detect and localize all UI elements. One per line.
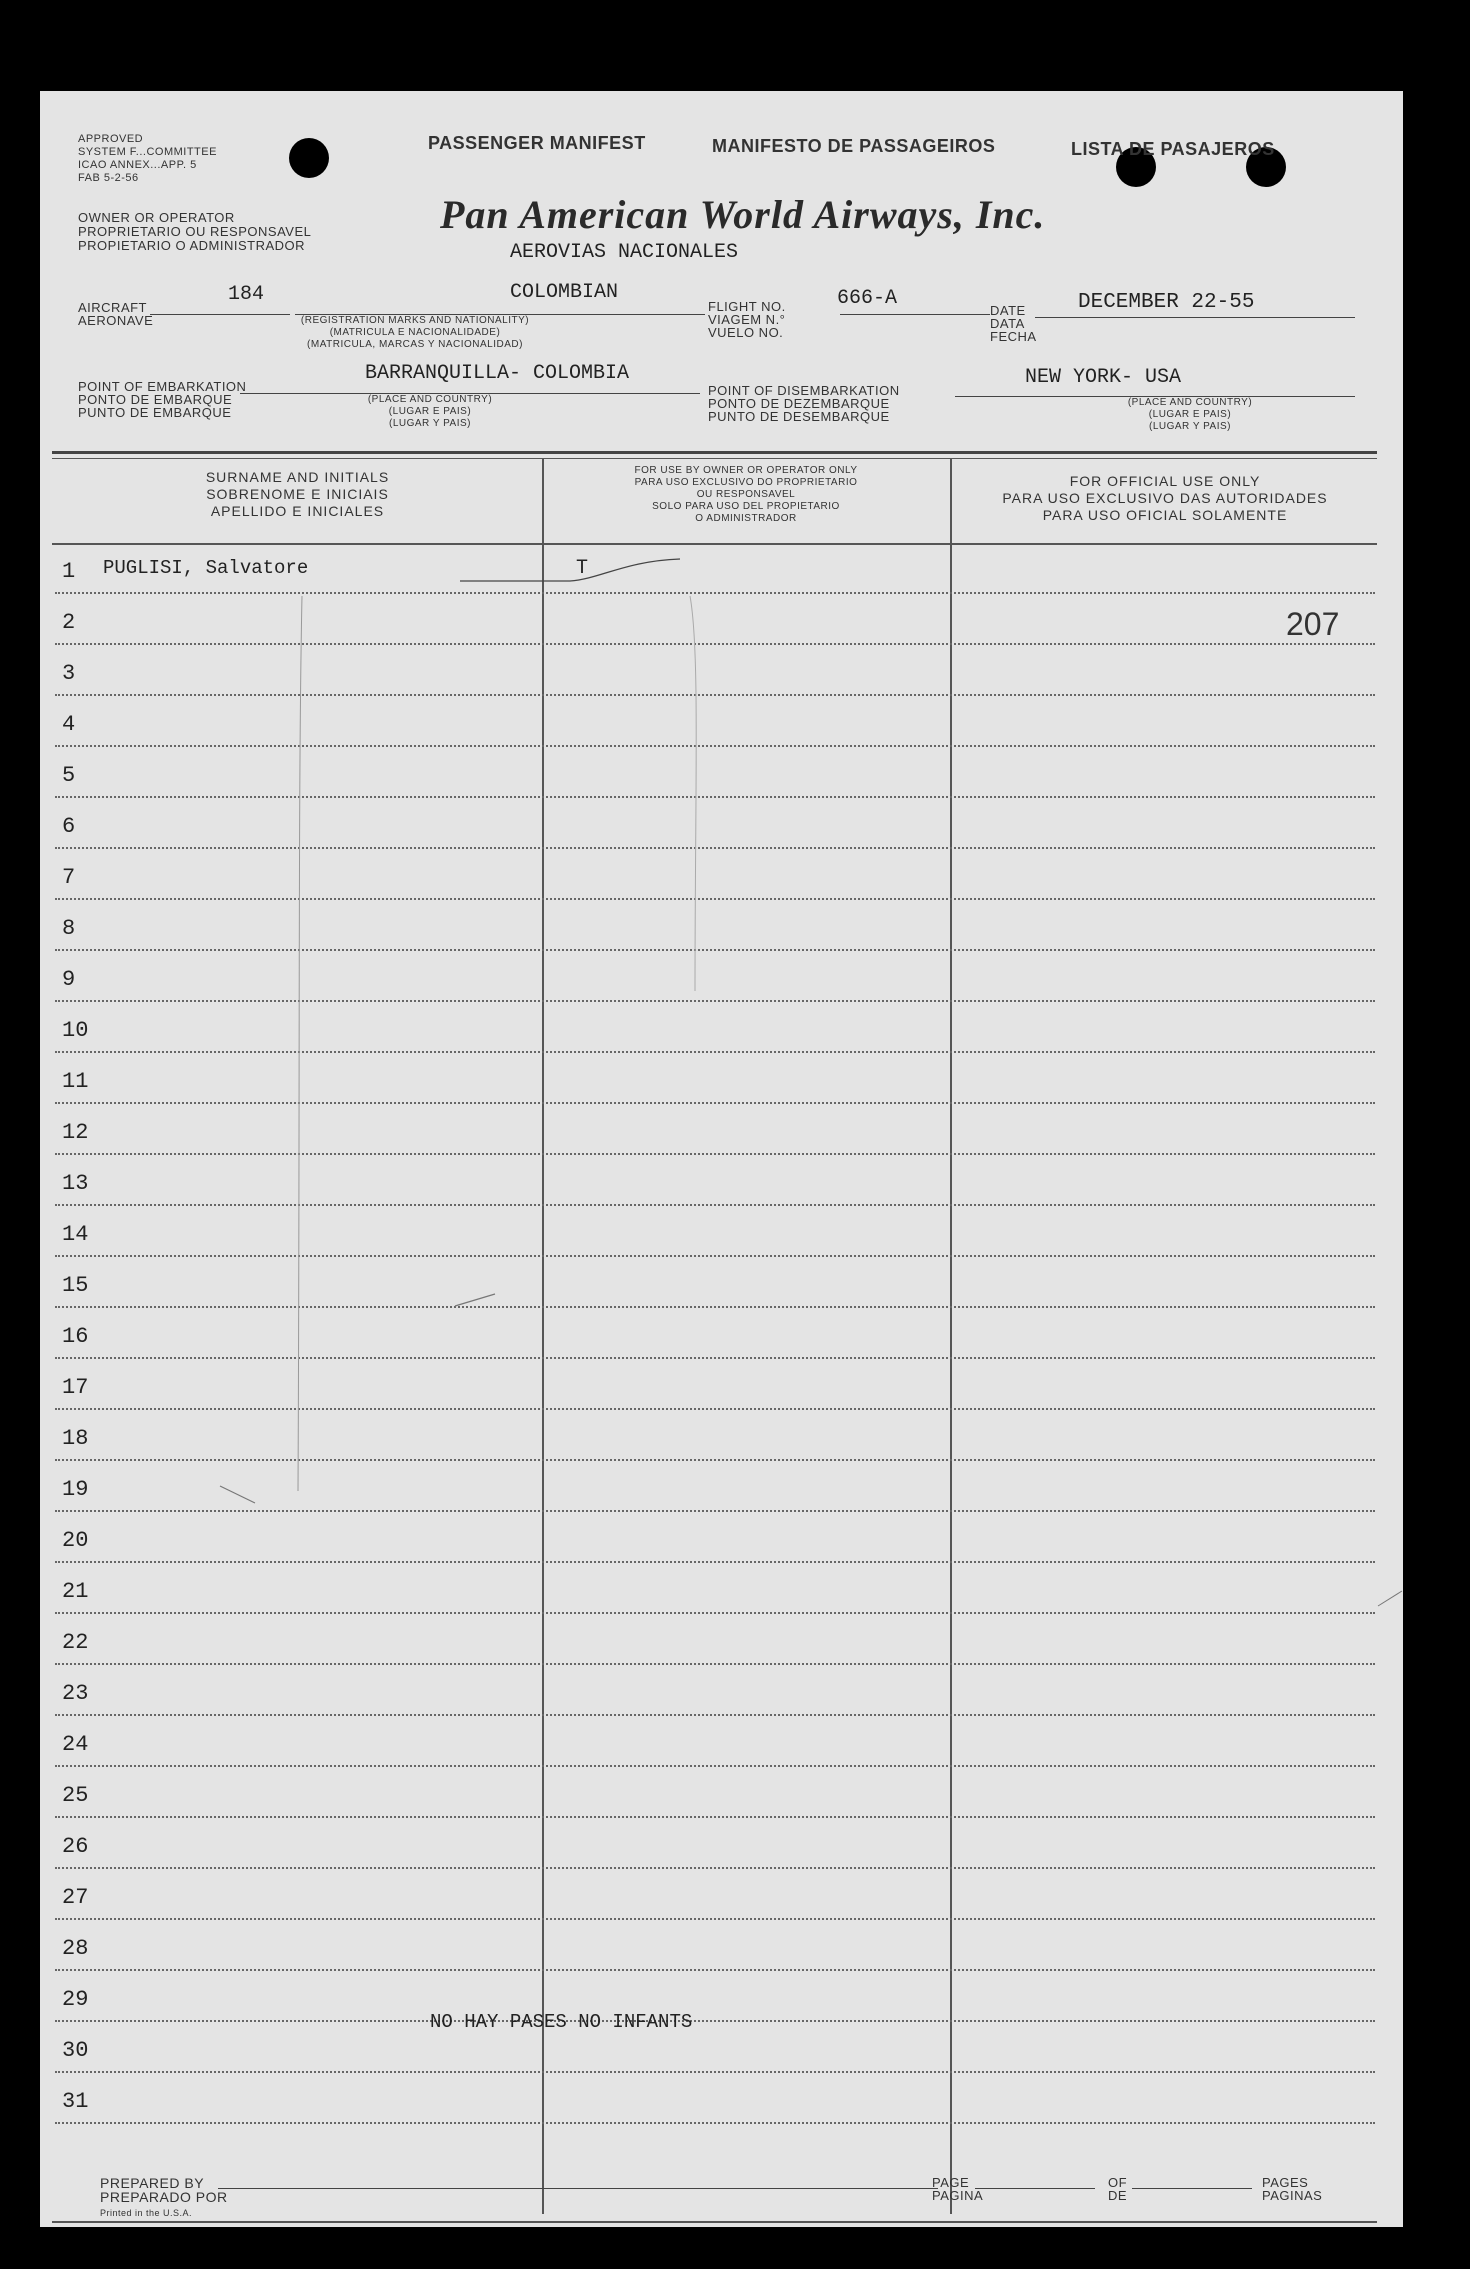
column-header-surname-en: SURNAME AND INITIALS <box>205 469 390 485</box>
footer-top-rule <box>52 2221 1377 2223</box>
of-label <box>1108 2176 1127 2202</box>
column-header-owner-1: FOR USE BY OWNER OR OPERATOR ONLY <box>634 465 858 476</box>
embarkation-label-es: PUNTO DE EMBARQUE <box>78 405 232 420</box>
operator-name: Pan American World Airways, Inc. <box>440 192 1046 237</box>
passenger-name: PUGLISI, Salvatore <box>103 557 309 579</box>
row-number: 6 <box>62 814 76 839</box>
row-number: 10 <box>62 1018 89 1043</box>
pages-label-en: PAGES <box>1262 2175 1309 2190</box>
row-number: 31 <box>62 2089 89 2114</box>
column-header-owner-5: O ADMINISTRADOR <box>695 513 797 524</box>
row-number: 21 <box>62 1579 89 1604</box>
row-number: 2 <box>62 610 76 635</box>
owner-label-es: PROPIETARIO O ADMINISTRADOR <box>78 238 306 253</box>
aircraft-sub-3: (MATRICULA, MARCAS Y NACIONALIDAD) <box>307 339 523 350</box>
date-label-en: DATE <box>990 303 1026 318</box>
title-es: LISTA DE PASAJEROS <box>1071 139 1275 159</box>
column-header-official-pt: PARA USO EXCLUSIVO DAS AUTORIDADES <box>1002 490 1328 506</box>
row-number: 4 <box>62 712 76 737</box>
row-number: 24 <box>62 1732 89 1757</box>
row-number: 15 <box>62 1273 89 1298</box>
column-header-owner-4: SOLO PARA USO DEL PROPIETARIO <box>652 501 840 512</box>
row-number: 30 <box>62 2038 89 2063</box>
aircraft-number: 184 <box>228 283 265 306</box>
approval-line-3: ICAO ANNEX...APP. 5 <box>78 159 197 171</box>
column-header-surname-es: APELLIDO E INICIALES <box>210 503 385 519</box>
approval-line-4: FAB 5-2-56 <box>78 172 139 184</box>
prepared-by-pt: PREPARADO POR <box>100 2189 228 2205</box>
row-number: 29 <box>62 1987 89 2012</box>
row-number: 11 <box>62 1069 89 1094</box>
pages-label-es: PAGINAS <box>1262 2188 1323 2203</box>
embarkation-sub-2: (LUGAR E PAIS) <box>388 406 472 417</box>
row-number: 19 <box>62 1477 89 1502</box>
row-number: 22 <box>62 1630 89 1655</box>
aircraft-label-pt: AERONAVE <box>78 313 154 328</box>
column-header-official-es: PARA USO OFICIAL SOLAMENTE <box>1042 507 1288 523</box>
row-number: 3 <box>62 661 76 686</box>
embarkation-sub-1: (PLACE AND COUNTRY) <box>367 394 493 405</box>
row-number: 27 <box>62 1885 89 1910</box>
embarkation-label-en: POINT OF EMBARKATION <box>78 379 247 394</box>
aircraft-sub-2: (MATRICULA E NACIONALIDADE) <box>329 327 501 338</box>
date-label-es: FECHA <box>990 329 1037 344</box>
owner-label-en: OWNER OR OPERATOR <box>78 210 235 225</box>
date-value: DECEMBER 22-55 <box>1078 291 1255 314</box>
manifest-sheet <box>40 91 1403 2227</box>
aircraft-label-en: AIRCRAFT <box>78 300 147 315</box>
owner-mark: T <box>576 557 589 580</box>
disembarkation-label-en: POINT OF DISEMBARKATION <box>708 383 900 398</box>
row-number: 20 <box>62 1528 89 1553</box>
note-entry: NO HAY PASES NO INFANTS <box>430 2011 693 2033</box>
title-pt: MANIFESTO DE PASSAGEIROS <box>712 136 996 156</box>
of-label-en: OF <box>1108 2175 1128 2190</box>
embarkation-sub-3: (LUGAR Y PAIS) <box>388 418 472 429</box>
printed-line: Printed in the U.S.A. <box>100 2208 193 2218</box>
row-number: 25 <box>62 1783 89 1808</box>
row-number: 26 <box>62 1834 89 1859</box>
row-number: 1 <box>62 559 76 584</box>
flight-value: 666-A <box>837 287 898 310</box>
disembarkation-label-es: PUNTO DE DESEMBARQUE <box>708 409 890 424</box>
prepared-by-en: PREPARED BY <box>100 2175 205 2191</box>
page-underline <box>975 2188 1095 2189</box>
operator-typed: AEROVIAS NACIONALES <box>510 241 739 264</box>
page-label-en: PAGE <box>932 2175 970 2190</box>
column-header-owner-2: PARA USO EXCLUSIVO DO PROPRIETARIO <box>634 477 858 488</box>
approval-line-1: APPROVED <box>78 133 144 145</box>
column-header-owner-3: OU RESPONSAVEL <box>696 489 796 500</box>
owner-label-pt: PROPRIETARIO OU RESPONSAVEL <box>78 224 312 239</box>
embarkation-label-pt: PONTO DE EMBARQUE <box>78 392 233 407</box>
disembarkation-sub-1: (PLACE AND COUNTRY) <box>1127 397 1253 408</box>
date-label-pt: DATA <box>990 316 1025 331</box>
prepared-by <box>100 2176 228 2204</box>
of-underline <box>1132 2188 1252 2189</box>
row-number: 17 <box>62 1375 89 1400</box>
row-number: 7 <box>62 865 76 890</box>
prepared-underline <box>218 2188 938 2189</box>
of-label-es: DE <box>1108 2188 1128 2203</box>
flight-label-es: VUELO NO. <box>708 325 784 340</box>
pencil-marks <box>40 91 1403 2227</box>
column-header-surname-pt: SOBRENOME E INICIAIS <box>206 486 389 502</box>
row-number: 14 <box>62 1222 89 1247</box>
column-header-official-en: FOR OFFICIAL USE ONLY <box>1069 473 1261 489</box>
flight-label-pt: VIAGEM N.° <box>708 312 786 327</box>
row-number: 5 <box>62 763 76 788</box>
disembarkation-value: NEW YORK- USA <box>1025 366 1182 389</box>
row-number: 16 <box>62 1324 89 1349</box>
title-en: PASSENGER MANIFEST <box>428 133 646 153</box>
aircraft-nationality: COLOMBIAN <box>510 281 619 304</box>
disembarkation-sub-2: (LUGAR E PAIS) <box>1148 409 1232 420</box>
page-label-es: PAGINA <box>932 2188 984 2203</box>
page-label <box>932 2176 983 2202</box>
embarkation-value: BARRANQUILLA- COLOMBIA <box>365 362 630 385</box>
row-number: 18 <box>62 1426 89 1451</box>
row-number: 13 <box>62 1171 89 1196</box>
row-number: 12 <box>62 1120 89 1145</box>
disembarkation-label-pt: PONTO DE DEZEMBARQUE <box>708 396 890 411</box>
aircraft-sub-1: (REGISTRATION MARKS AND NATIONALITY) <box>300 315 530 326</box>
row-number: 23 <box>62 1681 89 1706</box>
row-number: 28 <box>62 1936 89 1961</box>
disembarkation-sub-3: (LUGAR Y PAIS) <box>1148 421 1232 432</box>
row-number: 9 <box>62 967 76 992</box>
row-number: 8 <box>62 916 76 941</box>
flight-label-en: FLIGHT NO. <box>708 299 786 314</box>
official-number: 207 <box>1286 606 1340 642</box>
approval-line-2: SYSTEM F...COMMITTEE <box>78 146 217 158</box>
pages-label <box>1262 2176 1322 2202</box>
